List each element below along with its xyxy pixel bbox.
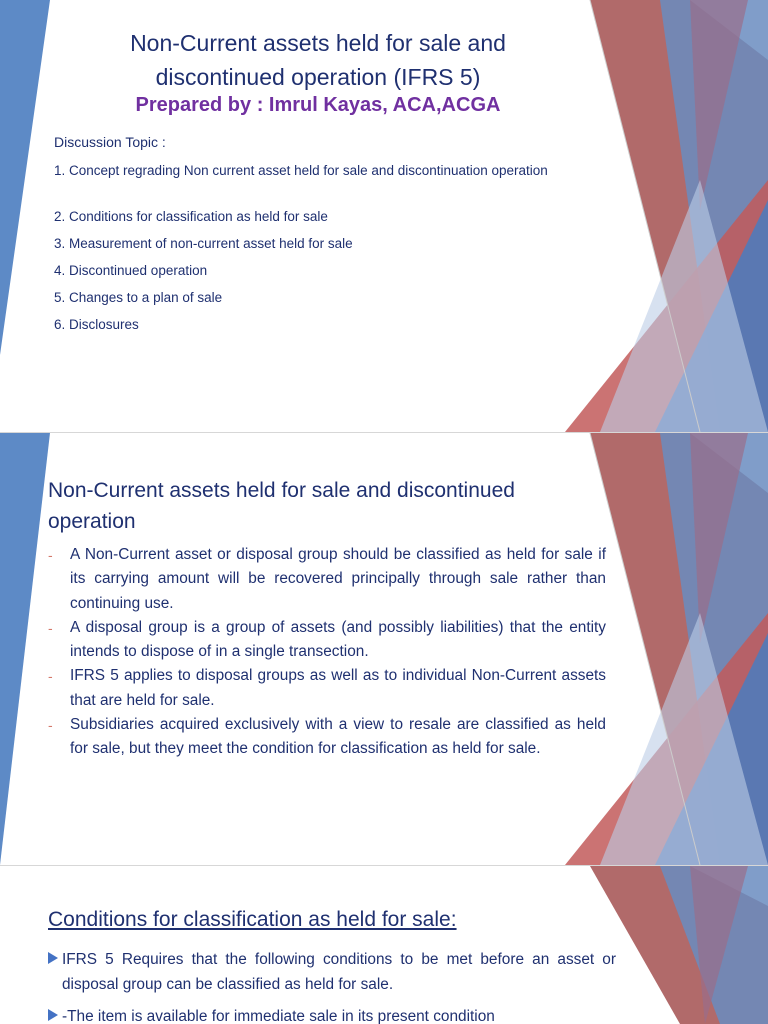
topic-item: 6. Disclosures: [54, 317, 139, 332]
slide-2: [0, 433, 768, 865]
slide-3: [0, 866, 768, 1024]
slide-2-title: Non-Current assets held for sale and discontinued operation: [48, 479, 515, 533]
slide-1-subtitle: Prepared by : Imrul Kayas, ACA,ACGA: [135, 94, 501, 116]
topic-item: 1. Concept regrading Non current asset held for sale and discontinuation operation: [54, 163, 548, 178]
list-item: - A disposal group is a group of assets (and possibly liabilities) that the entity intends to dispose of in a single transection.: [48, 616, 606, 665]
discussion-topic-heading: Discussion Topic :: [54, 134, 166, 150]
dash-bullet: -: [48, 547, 53, 563]
slide-1-title: Non-Current assets held for sale and discontinued operation (IFRS 5): [130, 30, 506, 90]
dash-bullet: -: [48, 668, 53, 685]
dash-bullet: -: [48, 619, 53, 636]
list-item: - A Non-Current asset or disposal group should be classified as held for sale if its carrying amount will be recovered principally through sale rather than continuing use.: [48, 543, 606, 616]
slide-3-title: Conditions for classification as held for sale:: [48, 908, 457, 931]
list-item: - IFRS 5 applies to disposal groups as well as to individual Non-Current assets that are held for sale.: [48, 664, 606, 713]
topic-item: 3. Measurement of non-current asset held for sale: [54, 236, 353, 251]
triangle-bullet-icon: [48, 952, 58, 964]
slide-3-bullet-list: [48, 948, 616, 1024]
list-item: IFRS 5 Requires that the following conditions to be met before an asset or disposal group can be classified as held for sale.: [48, 948, 616, 997]
topic-item: 2. Conditions for classification as held for sale: [54, 209, 328, 224]
topic-item: 4. Discontinued operation: [54, 263, 208, 278]
topic-item: 5. Changes to a plan of sale: [54, 290, 223, 305]
list-item: - Subsidiaries acquired exclusively with a view to resale are classified as held for sale, but they meet the condition for classification as held for sale.: [48, 713, 606, 762]
triangle-bullet-icon: [48, 1009, 58, 1021]
list-item: -The item is available for immediate sale in its present condition: [48, 1005, 616, 1024]
slide-1: [0, 0, 768, 432]
slide-2-bullet-list: [48, 543, 606, 762]
dash-bullet: -: [48, 717, 53, 734]
